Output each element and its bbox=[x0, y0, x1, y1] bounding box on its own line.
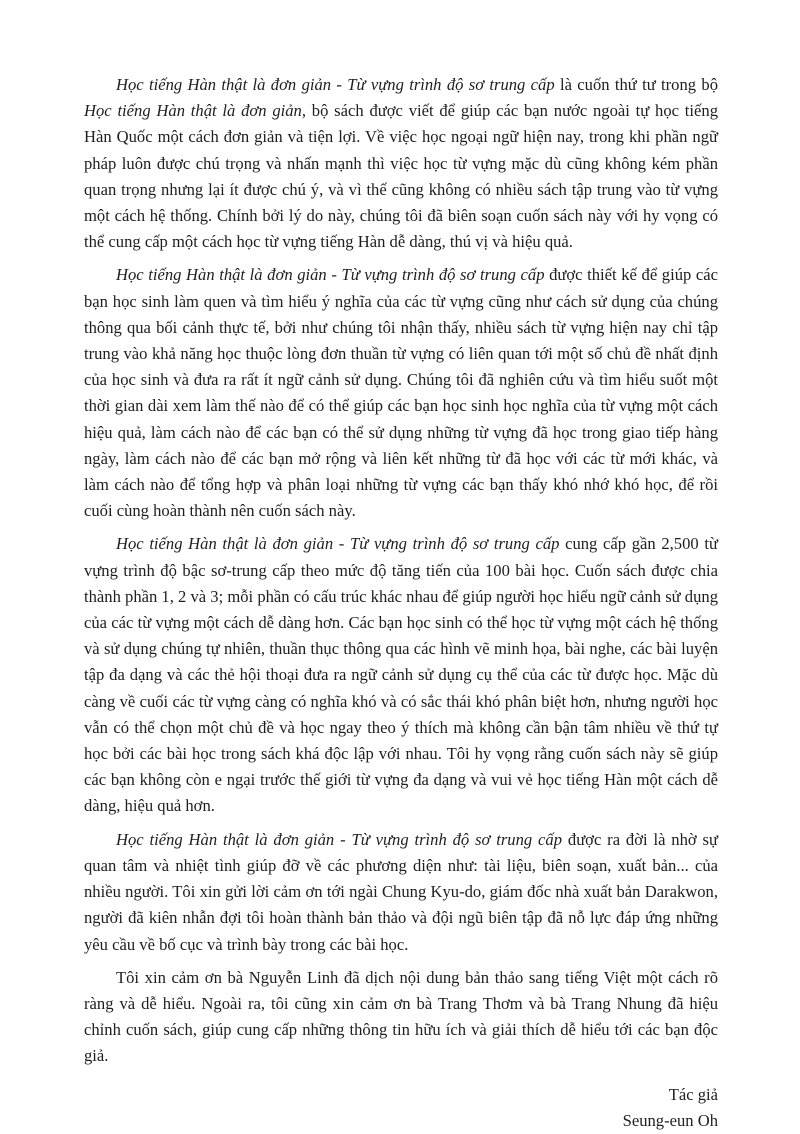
paragraph-text: là cuốn thứ tư trong bộ bbox=[554, 75, 718, 94]
paragraph-text: được thiết kế để giúp các bạn học sinh làm quen và tìm hiểu ý nghĩa của các từ vựng cũng như cách sử dụng của chúng thông qua bối cảnh thực tế, bởi như chúng tôi nhận thấy, nhiều sách từ vựng hiện nay chỉ tập trung vào khả năng học thuộc lòng đơn thuần từ vựng có liên quan tới một số chủ đề nhất định của học sinh và đưa ra rất ít ngữ cảnh sử dụng. Chúng tôi đã nghiên cứu và tìm hiểu suốt một thời gian dài xem làm thế nào để có thể giúp các bạn học sinh học nghĩa của từ vựng một cách hiệu quả, làm cách nào để các bạn có thể sử dụng những từ vựng đã học trong giao tiếp hàng ngày, làm cách nào để các bạn mở rộng và liên kết những từ đã học với các từ mới khác, và làm cách nào để tổng hợp và phân loại những từ vựng các bạn thấy khó nhớ khó học, để rồi cuối cùng hoàn thành nên cuốn sách này. bbox=[84, 265, 718, 521]
book-title-italic: Học tiếng Hàn thật là đơn giản - Từ vựng trình độ sơ trung cấp bbox=[116, 829, 563, 849]
book-title-italic: Học tiếng Hàn thật là đơn giản - Từ vựng trình độ sơ trung cấp bbox=[116, 265, 545, 285]
series-title-italic: Học tiếng Hàn thật là đơn giản, bbox=[84, 101, 306, 121]
paragraph-content bbox=[84, 531, 718, 819]
paragraph-thanks bbox=[84, 965, 718, 1070]
book-title-italic: Học tiếng Hàn thật là đơn giản - Từ vựng trình độ sơ trung cấp bbox=[116, 75, 555, 94]
paragraph-text: được ra đời là nhờ sự quan tâm và nhiệt tình giúp đỡ về các phương diện như: tài liệu, biên soạn, xuất bản... của nhiều người. Tôi xin gửi lời cảm ơn tới ngài Chung Kyu-do, giám đốc nhà xuất bản Darakwon, người đã kiên nhẫn đợi tôi hoàn thành bản thảo và đội ngũ biên tập đã nỗ lực đáp ứng những yêu cầu về bố cục và trình bày trong các bài học. bbox=[84, 829, 718, 954]
paragraph-intro bbox=[84, 72, 718, 255]
signature-name: Seung-eun Oh bbox=[622, 1110, 718, 1130]
paragraph-text: Tôi xin cảm ơn bà Nguyễn Linh đã dịch nội dung bản thảo sang tiếng Việt một cách rõ ràng và dễ hiểu. Ngoài ra, tôi cũng xin cảm ơn bà Trang Thơm và bà Trang Nhung đã hiệu chỉnh cuốn sách, giúp cung cấp những thông tin hữu ích và giải thích dễ hiểu tới các bạn độc giả. bbox=[84, 967, 718, 1066]
book-title-italic: Học tiếng Hàn thật là đơn giản - Từ vựng trình độ sơ trung cấp bbox=[116, 534, 560, 554]
signature-role: Tác giả bbox=[668, 1084, 718, 1104]
paragraph-acknowledgement bbox=[84, 827, 718, 958]
paragraph-text: cung cấp gần 2,500 từ vựng trình độ bậc sơ-trung cấp theo mức độ tăng tiến của 100 bài học. Cuốn sách được chia thành phần 1, 2 và 3; mỗi phần có cấu trúc khác nhau để giúp người học hiểu ngữ cảnh sử dụng của các từ vựng một cách dễ dàng hơn. Các bạn học sinh có thể học từ vựng một cách hệ thống và sử dụng chúng tự nhiên, thuần thục thông qua các hình vẽ minh họa, bài nghe, các bài luyện tập đa dạng và các thẻ hội thoại đưa ra ngữ cảnh sử dụng cụ thể của các từ được học. Mặc dù càng về cuối các từ vựng càng có nghĩa khó và có sắc thái khó phân biệt hơn, nhưng người học vẫn có thể chọn một chủ đề và học ngay theo ý thích mà không cần bận tâm nhiều về thứ tự học bởi các bài học trong sách khá độc lập với nhau. Tôi hy vọng rằng cuốn sách này sẽ giúp các bạn không còn e ngại trước thế giới từ vựng đa dạng và vui vẻ học tiếng Hàn một cách dễ dàng, hiệu quả hơn. bbox=[84, 534, 718, 816]
paragraph-design bbox=[84, 262, 718, 524]
document-page bbox=[84, 72, 718, 1134]
paragraph-text: bộ sách được viết để giúp các bạn nước ngoài tự học tiếng Hàn Quốc một cách đơn giản và tiện lợi. Về việc học ngoại ngữ hiện nay, trong khi phần ngữ pháp luôn được chú trọng và nhấn mạnh thì việc học từ vựng mặc dù cũng không kém phần quan trọng nhưng lại ít được chú ý, và vì thế cũng không có nhiều sách tập trung vào từ vựng một cách hệ thống. Chính bởi lý do này, chúng tôi đã biên soạn cuốn sách này với hy vọng có thể cung cấp một cách học từ vựng tiếng Hàn dễ dàng, thú vị và hiệu quả. bbox=[84, 101, 718, 252]
signature-block bbox=[84, 1082, 718, 1134]
